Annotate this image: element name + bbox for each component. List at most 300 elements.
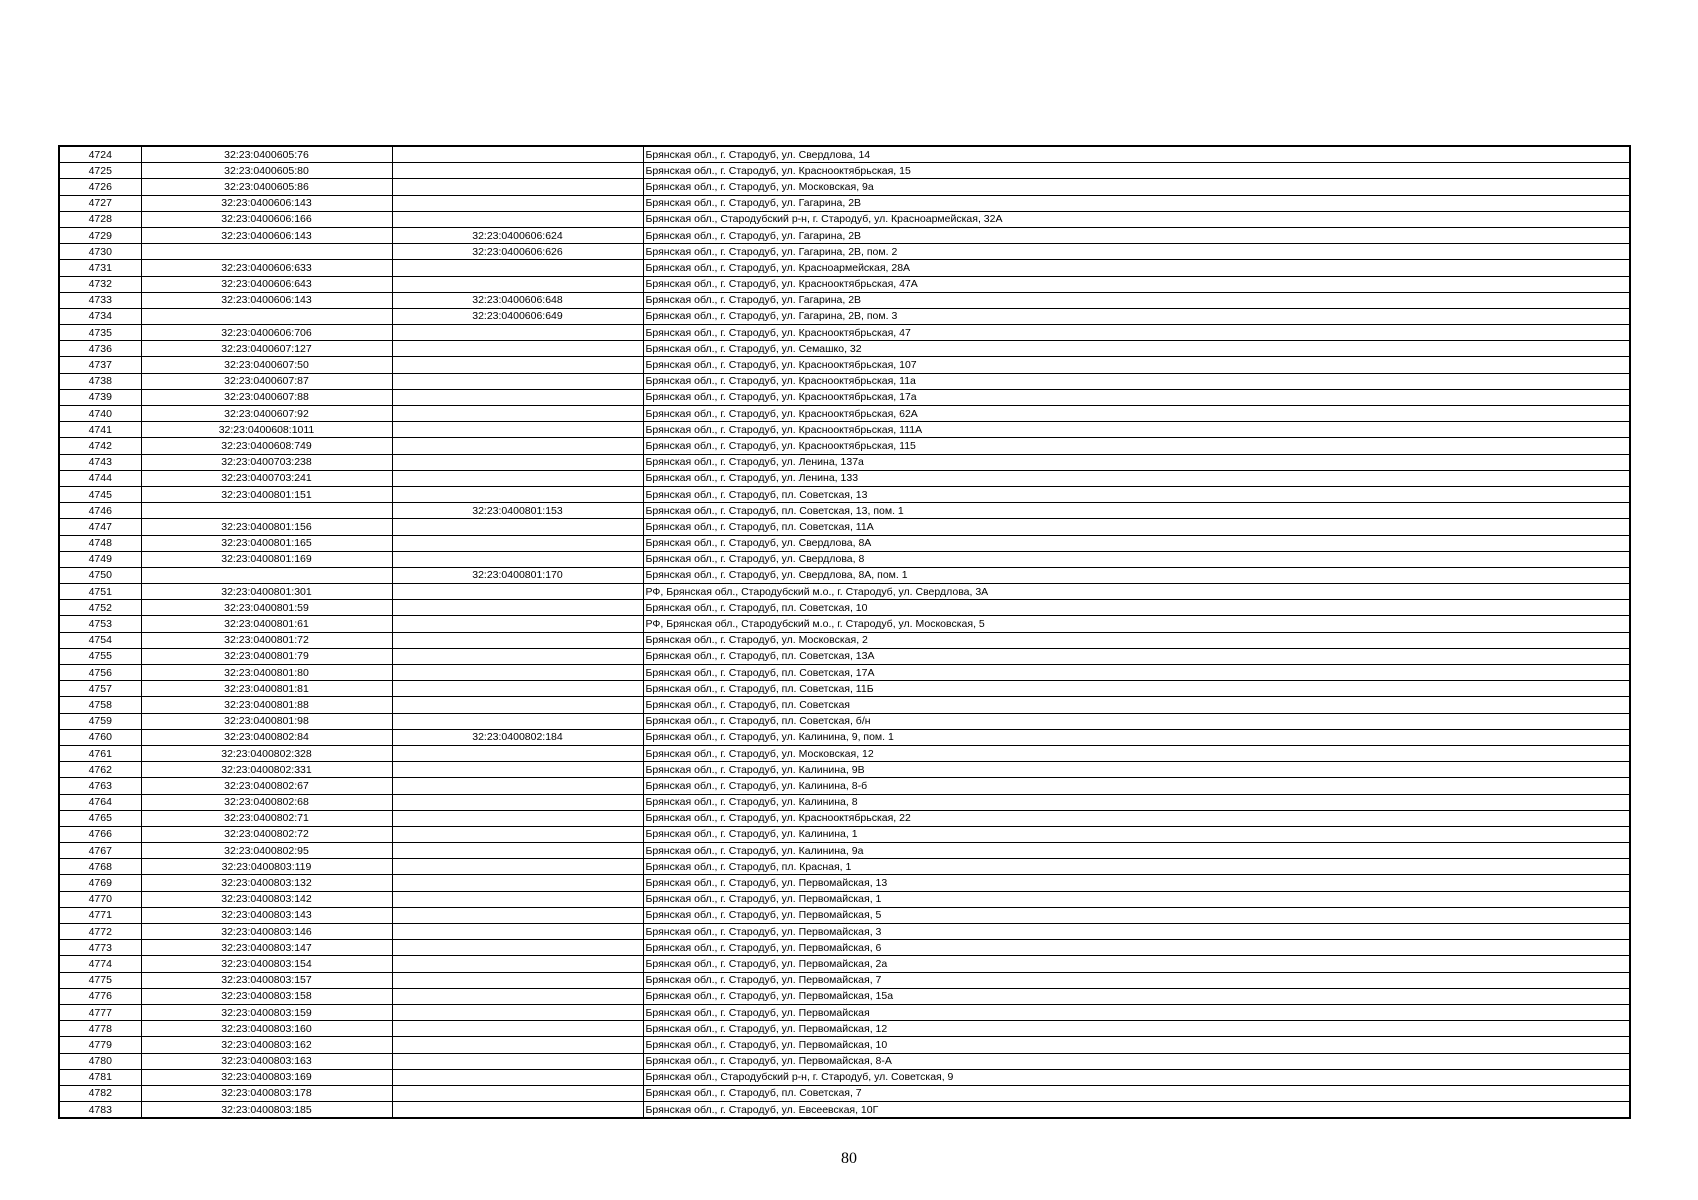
table-row <box>59 1085 1630 1101</box>
sub-cadastral-number-cell: 32:23:0400801:170 <box>392 567 643 583</box>
cadastral-number-cell: 32:23:0400605:80 <box>141 163 392 179</box>
row-number-cell: 4783 <box>59 1102 141 1119</box>
table-row <box>59 389 1630 405</box>
table-row <box>59 729 1630 745</box>
row-number-cell: 4736 <box>59 341 141 357</box>
sub-cadastral-number-cell <box>392 810 643 826</box>
address-cell: Брянская обл., г. Стародуб, ул. Краснооктябрьская, 17а <box>643 389 1630 405</box>
table-row <box>59 470 1630 486</box>
address-cell: Брянская обл., г. Стародуб, ул. Калинина, 8-б <box>643 778 1630 794</box>
cadastral-number-cell: 32:23:0400802:67 <box>141 778 392 794</box>
sub-cadastral-number-cell <box>392 1053 643 1069</box>
sub-cadastral-number-cell <box>392 1021 643 1037</box>
cadastral-number-cell: 32:23:0400803:160 <box>141 1021 392 1037</box>
sub-cadastral-number-cell <box>392 1004 643 1020</box>
row-number-cell: 4730 <box>59 244 141 260</box>
sub-cadastral-number-cell <box>392 907 643 923</box>
address-cell: Брянская обл., г. Стародуб, ул. Калинина, 9В <box>643 762 1630 778</box>
address-cell: Брянская обл., г. Стародуб, ул. Краснооктябрьская, 111А <box>643 422 1630 438</box>
table-row <box>59 1021 1630 1037</box>
sub-cadastral-number-cell <box>392 341 643 357</box>
sub-cadastral-number-cell <box>392 195 643 211</box>
table-row <box>59 956 1630 972</box>
address-cell: Брянская обл., г. Стародуб, ул. Краснооктябрьская, 47 <box>643 325 1630 341</box>
cadastral-number-cell: 32:23:0400606:143 <box>141 292 392 308</box>
cadastral-number-cell: 32:23:0400703:241 <box>141 470 392 486</box>
row-number-cell: 4766 <box>59 826 141 842</box>
cadastral-number-cell: 32:23:0400803:154 <box>141 956 392 972</box>
address-cell: Брянская обл., г. Стародуб, ул. Московская, 2 <box>643 632 1630 648</box>
table-row <box>59 859 1630 875</box>
address-cell: Брянская обл., Стародубский р-н, г. Стародуб, ул. Красноармейская, 32А <box>643 211 1630 227</box>
address-cell: Брянская обл., г. Стародуб, ул. Свердлова, 8 <box>643 551 1630 567</box>
row-number-cell: 4765 <box>59 810 141 826</box>
address-cell: Брянская обл., г. Стародуб, ул. Московская, 9а <box>643 179 1630 195</box>
table-row <box>59 1004 1630 1020</box>
cadastral-number-cell: 32:23:0400607:92 <box>141 406 392 422</box>
sub-cadastral-number-cell: 32:23:0400801:153 <box>392 503 643 519</box>
address-cell: Брянская обл., г. Стародуб, ул. Первомайская, 15а <box>643 988 1630 1004</box>
table-row <box>59 422 1630 438</box>
cadastral-number-cell: 32:23:0400607:87 <box>141 373 392 389</box>
table-row <box>59 535 1630 551</box>
cadastral-number-cell: 32:23:0400703:238 <box>141 454 392 470</box>
cadastral-number-cell: 32:23:0400606:643 <box>141 276 392 292</box>
cadastral-number-cell: 32:23:0400802:95 <box>141 843 392 859</box>
cadastral-number-cell: 32:23:0400606:706 <box>141 325 392 341</box>
row-number-cell: 4745 <box>59 486 141 502</box>
sub-cadastral-number-cell <box>392 454 643 470</box>
cadastral-number-cell: 32:23:0400801:98 <box>141 713 392 729</box>
row-number-cell: 4756 <box>59 665 141 681</box>
address-cell: Брянская обл., г. Стародуб, пл. Советская, 11А <box>643 519 1630 535</box>
table-row <box>59 227 1630 243</box>
cadastral-number-cell: 32:23:0400802:328 <box>141 745 392 761</box>
row-number-cell: 4768 <box>59 859 141 875</box>
table-row <box>59 146 1630 163</box>
address-cell: Брянская обл., г. Стародуб, ул. Гагарина, 2В, пом. 3 <box>643 308 1630 324</box>
address-cell: Брянская обл., г. Стародуб, пл. Советская, 13, пом. 1 <box>643 503 1630 519</box>
row-number-cell: 4732 <box>59 276 141 292</box>
table-row <box>59 924 1630 940</box>
address-cell: Брянская обл., г. Стародуб, ул. Московская, 12 <box>643 745 1630 761</box>
row-number-cell: 4739 <box>59 389 141 405</box>
sub-cadastral-number-cell <box>392 859 643 875</box>
address-cell: Брянская обл., г. Стародуб, ул. Первомайская, 5 <box>643 907 1630 923</box>
row-number-cell: 4749 <box>59 551 141 567</box>
sub-cadastral-number-cell <box>392 422 643 438</box>
cadastral-number-cell: 32:23:0400802:68 <box>141 794 392 810</box>
table-row <box>59 179 1630 195</box>
row-number-cell: 4733 <box>59 292 141 308</box>
cadastral-number-cell: 32:23:0400801:79 <box>141 648 392 664</box>
sub-cadastral-number-cell <box>392 891 643 907</box>
row-number-cell: 4750 <box>59 567 141 583</box>
cadastral-number-cell: 32:23:0400801:169 <box>141 551 392 567</box>
row-number-cell: 4743 <box>59 454 141 470</box>
address-cell: Брянская обл., г. Стародуб, ул. Первомайская, 10 <box>643 1037 1630 1053</box>
address-cell: Брянская обл., г. Стародуб, пл. Советская <box>643 697 1630 713</box>
table-row <box>59 681 1630 697</box>
row-number-cell: 4763 <box>59 778 141 794</box>
table-row <box>59 551 1630 567</box>
table-row <box>59 567 1630 583</box>
address-cell: Брянская обл., г. Стародуб, ул. Первомайская, 7 <box>643 972 1630 988</box>
sub-cadastral-number-cell <box>392 325 643 341</box>
address-cell: Брянская обл., г. Стародуб, пл. Советская, 11Б <box>643 681 1630 697</box>
cadastral-number-cell: 32:23:0400801:165 <box>141 535 392 551</box>
row-number-cell: 4751 <box>59 584 141 600</box>
cadastral-number-cell: 32:23:0400608:1011 <box>141 422 392 438</box>
cadastral-number-cell: 32:23:0400803:119 <box>141 859 392 875</box>
table-row <box>59 875 1630 891</box>
row-number-cell: 4735 <box>59 325 141 341</box>
address-cell: Брянская обл., г. Стародуб, ул. Первомайская, 2а <box>643 956 1630 972</box>
table-row <box>59 891 1630 907</box>
row-number-cell: 4779 <box>59 1037 141 1053</box>
table-row <box>59 778 1630 794</box>
table-row <box>59 843 1630 859</box>
cadastral-number-cell: 32:23:0400801:59 <box>141 600 392 616</box>
table-row <box>59 600 1630 616</box>
row-number-cell: 4781 <box>59 1069 141 1085</box>
row-number-cell: 4764 <box>59 794 141 810</box>
row-number-cell: 4775 <box>59 972 141 988</box>
table-row <box>59 325 1630 341</box>
address-cell: Брянская обл., г. Стародуб, пл. Советская, 17А <box>643 665 1630 681</box>
table-row <box>59 341 1630 357</box>
sub-cadastral-number-cell <box>392 373 643 389</box>
address-cell: Брянская обл., г. Стародуб, пл. Красная, 1 <box>643 859 1630 875</box>
row-number-cell: 4755 <box>59 648 141 664</box>
table-row <box>59 584 1630 600</box>
row-number-cell: 4747 <box>59 519 141 535</box>
row-number-cell: 4746 <box>59 503 141 519</box>
cadastral-number-cell: 32:23:0400802:71 <box>141 810 392 826</box>
sub-cadastral-number-cell <box>392 357 643 373</box>
row-number-cell: 4734 <box>59 308 141 324</box>
sub-cadastral-number-cell: 32:23:0400606:649 <box>392 308 643 324</box>
address-cell: Брянская обл., г. Стародуб, ул. Первомайская, 1 <box>643 891 1630 907</box>
address-cell: Брянская обл., г. Стародуб, ул. Краснооктябрьская, 115 <box>643 438 1630 454</box>
cadastral-number-cell: 32:23:0400803:142 <box>141 891 392 907</box>
row-number-cell: 4776 <box>59 988 141 1004</box>
address-cell: Брянская обл., г. Стародуб, ул. Первомайская, 13 <box>643 875 1630 891</box>
address-cell: Брянская обл., г. Стародуб, ул. Первомайская <box>643 1004 1630 1020</box>
row-number-cell: 4740 <box>59 406 141 422</box>
table-row <box>59 1053 1630 1069</box>
sub-cadastral-number-cell: 32:23:0400606:624 <box>392 227 643 243</box>
cadastral-number-cell: 32:23:0400801:61 <box>141 616 392 632</box>
table-row <box>59 972 1630 988</box>
table-row <box>59 616 1630 632</box>
address-cell: Брянская обл., г. Стародуб, ул. Первомайская, 3 <box>643 924 1630 940</box>
cadastral-number-cell: 32:23:0400803:162 <box>141 1037 392 1053</box>
cadastral-number-cell: 32:23:0400607:88 <box>141 389 392 405</box>
row-number-cell: 4748 <box>59 535 141 551</box>
address-cell: Брянская обл., г. Стародуб, ул. Первомайская, 8-А <box>643 1053 1630 1069</box>
cadastral-number-cell: 32:23:0400606:143 <box>141 227 392 243</box>
table-row <box>59 486 1630 502</box>
table-row <box>59 244 1630 260</box>
cadastral-number-cell: 32:23:0400803:158 <box>141 988 392 1004</box>
table-row <box>59 826 1630 842</box>
row-number-cell: 4727 <box>59 195 141 211</box>
address-cell: Брянская обл., г. Стародуб, ул. Краснооктябрьская, 107 <box>643 357 1630 373</box>
row-number-cell: 4769 <box>59 875 141 891</box>
table-row <box>59 794 1630 810</box>
row-number-cell: 4737 <box>59 357 141 373</box>
address-cell: Брянская обл., г. Стародуб, ул. Краснооктябрьская, 47А <box>643 276 1630 292</box>
table-row <box>59 357 1630 373</box>
sub-cadastral-number-cell <box>392 648 643 664</box>
table-row <box>59 665 1630 681</box>
row-number-cell: 4760 <box>59 729 141 745</box>
cadastral-number-cell: 32:23:0400801:156 <box>141 519 392 535</box>
row-number-cell: 4778 <box>59 1021 141 1037</box>
cadastral-number-cell: 32:23:0400605:86 <box>141 179 392 195</box>
row-number-cell: 4759 <box>59 713 141 729</box>
address-cell: Брянская обл., г. Стародуб, пл. Советская, 7 <box>643 1085 1630 1101</box>
row-number-cell: 4762 <box>59 762 141 778</box>
table-row <box>59 519 1630 535</box>
address-cell: Брянская обл., г. Стародуб, ул. Свердлова, 14 <box>643 146 1630 163</box>
sub-cadastral-number-cell <box>392 681 643 697</box>
table-row <box>59 810 1630 826</box>
address-cell: РФ, Брянская обл., Стародубский м.о., г. Стародуб, ул. Свердлова, 3А <box>643 584 1630 600</box>
row-number-cell: 4725 <box>59 163 141 179</box>
cadastral-number-cell: 32:23:0400801:301 <box>141 584 392 600</box>
table-row <box>59 454 1630 470</box>
cadastral-number-cell: 32:23:0400801:81 <box>141 681 392 697</box>
sub-cadastral-number-cell: 32:23:0400606:626 <box>392 244 643 260</box>
address-cell: Брянская обл., г. Стародуб, ул. Семашко, 32 <box>643 341 1630 357</box>
row-number-cell: 4770 <box>59 891 141 907</box>
sub-cadastral-number-cell <box>392 535 643 551</box>
table-row <box>59 1069 1630 1085</box>
cadastral-number-cell: 32:23:0400803:159 <box>141 1004 392 1020</box>
table-row <box>59 648 1630 664</box>
cadastral-number-cell: 32:23:0400608:749 <box>141 438 392 454</box>
row-number-cell: 4773 <box>59 940 141 956</box>
sub-cadastral-number-cell <box>392 956 643 972</box>
row-number-cell: 4774 <box>59 956 141 972</box>
table-row <box>59 697 1630 713</box>
row-number-cell: 4728 <box>59 211 141 227</box>
address-cell: Брянская обл., г. Стародуб, ул. Калинина, 9а <box>643 843 1630 859</box>
sub-cadastral-number-cell <box>392 843 643 859</box>
sub-cadastral-number-cell: 32:23:0400606:648 <box>392 292 643 308</box>
row-number-cell: 4742 <box>59 438 141 454</box>
address-cell: Брянская обл., г. Стародуб, ул. Первомайская, 6 <box>643 940 1630 956</box>
cadastral-number-cell: 32:23:0400801:151 <box>141 486 392 502</box>
address-cell: Брянская обл., г. Стародуб, ул. Евсеевская, 10Г <box>643 1102 1630 1119</box>
sub-cadastral-number-cell <box>392 940 643 956</box>
address-cell: Брянская обл., г. Стародуб, ул. Гагарина, 2В <box>643 292 1630 308</box>
sub-cadastral-number-cell <box>392 778 643 794</box>
table-row <box>59 195 1630 211</box>
row-number-cell: 4758 <box>59 697 141 713</box>
sub-cadastral-number-cell <box>392 551 643 567</box>
table-row <box>59 308 1630 324</box>
sub-cadastral-number-cell <box>392 697 643 713</box>
sub-cadastral-number-cell <box>392 924 643 940</box>
address-cell: Брянская обл., г. Стародуб, ул. Краснооктябрьская, 11а <box>643 373 1630 389</box>
sub-cadastral-number-cell <box>392 389 643 405</box>
sub-cadastral-number-cell <box>392 260 643 276</box>
sub-cadastral-number-cell <box>392 794 643 810</box>
address-cell: Брянская обл., г. Стародуб, ул. Гагарина, 2В, пом. 2 <box>643 244 1630 260</box>
address-cell: Брянская обл., г. Стародуб, ул. Гагарина, 2В <box>643 195 1630 211</box>
cadastral-number-cell: 32:23:0400607:50 <box>141 357 392 373</box>
cadastral-number-cell <box>141 567 392 583</box>
table-row <box>59 907 1630 923</box>
sub-cadastral-number-cell <box>392 875 643 891</box>
address-cell: Брянская обл., г. Стародуб, ул. Свердлова, 8А, пом. 1 <box>643 567 1630 583</box>
address-cell: Брянская обл., г. Стародуб, ул. Краснооктябрьская, 15 <box>643 163 1630 179</box>
row-number-cell: 4741 <box>59 422 141 438</box>
table-row <box>59 762 1630 778</box>
address-cell: Брянская обл., г. Стародуб, пл. Советская, 13А <box>643 648 1630 664</box>
sub-cadastral-number-cell <box>392 406 643 422</box>
row-number-cell: 4744 <box>59 470 141 486</box>
row-number-cell: 4752 <box>59 600 141 616</box>
cadastral-number-cell <box>141 308 392 324</box>
sub-cadastral-number-cell: 32:23:0400802:184 <box>392 729 643 745</box>
row-number-cell: 4726 <box>59 179 141 195</box>
address-cell: Брянская обл., г. Стародуб, ул. Ленина, 133 <box>643 470 1630 486</box>
sub-cadastral-number-cell <box>392 745 643 761</box>
cadastral-number-cell: 32:23:0400801:80 <box>141 665 392 681</box>
sub-cadastral-number-cell <box>392 276 643 292</box>
cadastral-number-cell: 32:23:0400801:72 <box>141 632 392 648</box>
row-number-cell: 4777 <box>59 1004 141 1020</box>
address-cell: Брянская обл., г. Стародуб, ул. Свердлова, 8А <box>643 535 1630 551</box>
cadastral-number-cell: 32:23:0400803:143 <box>141 907 392 923</box>
cadastral-number-cell: 32:23:0400801:88 <box>141 697 392 713</box>
cadastral-number-cell: 32:23:0400803:163 <box>141 1053 392 1069</box>
cadastral-number-cell: 32:23:0400606:633 <box>141 260 392 276</box>
address-cell: Брянская обл., г. Стародуб, ул. Первомайская, 12 <box>643 1021 1630 1037</box>
row-number-cell: 4772 <box>59 924 141 940</box>
table-row <box>59 713 1630 729</box>
sub-cadastral-number-cell <box>392 1037 643 1053</box>
table-row <box>59 292 1630 308</box>
table-row <box>59 438 1630 454</box>
cadastral-number-cell: 32:23:0400802:331 <box>141 762 392 778</box>
sub-cadastral-number-cell <box>392 1085 643 1101</box>
row-number-cell: 4738 <box>59 373 141 389</box>
cadastral-number-cell: 32:23:0400606:143 <box>141 195 392 211</box>
row-number-cell: 4754 <box>59 632 141 648</box>
cadastral-number-cell: 32:23:0400803:147 <box>141 940 392 956</box>
sub-cadastral-number-cell <box>392 1102 643 1119</box>
sub-cadastral-number-cell <box>392 470 643 486</box>
sub-cadastral-number-cell <box>392 665 643 681</box>
table-row <box>59 503 1630 519</box>
table-row <box>59 940 1630 956</box>
sub-cadastral-number-cell <box>392 519 643 535</box>
sub-cadastral-number-cell <box>392 211 643 227</box>
cadastral-number-cell: 32:23:0400803:146 <box>141 924 392 940</box>
sub-cadastral-number-cell <box>392 584 643 600</box>
cadastral-number-cell <box>141 503 392 519</box>
cadastral-number-cell: 32:23:0400606:166 <box>141 211 392 227</box>
address-cell: Брянская обл., г. Стародуб, ул. Красноармейская, 28А <box>643 260 1630 276</box>
cadastral-register-table <box>58 145 1631 1119</box>
sub-cadastral-number-cell <box>392 600 643 616</box>
sub-cadastral-number-cell <box>392 486 643 502</box>
row-number-cell: 4780 <box>59 1053 141 1069</box>
cadastral-number-cell: 32:23:0400607:127 <box>141 341 392 357</box>
page-number: 80 <box>841 1150 857 1167</box>
cadastral-number-cell: 32:23:0400802:72 <box>141 826 392 842</box>
row-number-cell: 4757 <box>59 681 141 697</box>
table-row <box>59 276 1630 292</box>
cadastral-number-cell <box>141 244 392 260</box>
sub-cadastral-number-cell <box>392 972 643 988</box>
row-number-cell: 4753 <box>59 616 141 632</box>
address-cell: Брянская обл., г. Стародуб, ул. Краснооктябрьская, 22 <box>643 810 1630 826</box>
sub-cadastral-number-cell <box>392 438 643 454</box>
address-cell: Брянская обл., г. Стародуб, пл. Советская, 13 <box>643 486 1630 502</box>
table-row <box>59 373 1630 389</box>
cadastral-number-cell: 32:23:0400802:84 <box>141 729 392 745</box>
sub-cadastral-number-cell <box>392 762 643 778</box>
cadastral-number-cell: 32:23:0400803:185 <box>141 1102 392 1119</box>
sub-cadastral-number-cell <box>392 632 643 648</box>
row-number-cell: 4771 <box>59 907 141 923</box>
table-row <box>59 260 1630 276</box>
address-cell: Брянская обл., Стародубский р-н, г. Стародуб, ул. Советская, 9 <box>643 1069 1630 1085</box>
row-number-cell: 4729 <box>59 227 141 243</box>
cadastral-number-cell: 32:23:0400803:178 <box>141 1085 392 1101</box>
row-number-cell: 4724 <box>59 146 141 163</box>
address-cell: Брянская обл., г. Стародуб, пл. Советская, б/н <box>643 713 1630 729</box>
sub-cadastral-number-cell <box>392 146 643 163</box>
row-number-cell: 4767 <box>59 843 141 859</box>
sub-cadastral-number-cell <box>392 616 643 632</box>
cadastral-number-cell: 32:23:0400803:157 <box>141 972 392 988</box>
table-row <box>59 988 1630 1004</box>
table-row <box>59 163 1630 179</box>
cadastral-number-cell: 32:23:0400605:76 <box>141 146 392 163</box>
row-number-cell: 4761 <box>59 745 141 761</box>
address-cell: Брянская обл., г. Стародуб, ул. Калинина, 1 <box>643 826 1630 842</box>
table-row <box>59 632 1630 648</box>
row-number-cell: 4782 <box>59 1085 141 1101</box>
sub-cadastral-number-cell <box>392 988 643 1004</box>
row-number-cell: 4731 <box>59 260 141 276</box>
address-cell: РФ, Брянская обл., Стародубский м.о., г. Стародуб, ул. Московская, 5 <box>643 616 1630 632</box>
address-cell: Брянская обл., г. Стародуб, ул. Ленина, 137а <box>643 454 1630 470</box>
table-row <box>59 1037 1630 1053</box>
table-body <box>59 146 1630 1118</box>
address-cell: Брянская обл., г. Стародуб, ул. Краснооктябрьская, 62А <box>643 406 1630 422</box>
sub-cadastral-number-cell <box>392 713 643 729</box>
sub-cadastral-number-cell <box>392 179 643 195</box>
address-cell: Брянская обл., г. Стародуб, пл. Советская, 10 <box>643 600 1630 616</box>
cadastral-number-cell: 32:23:0400803:132 <box>141 875 392 891</box>
table-row <box>59 1102 1630 1119</box>
sub-cadastral-number-cell <box>392 163 643 179</box>
table-row <box>59 211 1630 227</box>
address-cell: Брянская обл., г. Стародуб, ул. Калинина, 9, пом. 1 <box>643 729 1630 745</box>
table-row <box>59 745 1630 761</box>
cadastral-number-cell: 32:23:0400803:169 <box>141 1069 392 1085</box>
sub-cadastral-number-cell <box>392 826 643 842</box>
sub-cadastral-number-cell <box>392 1069 643 1085</box>
